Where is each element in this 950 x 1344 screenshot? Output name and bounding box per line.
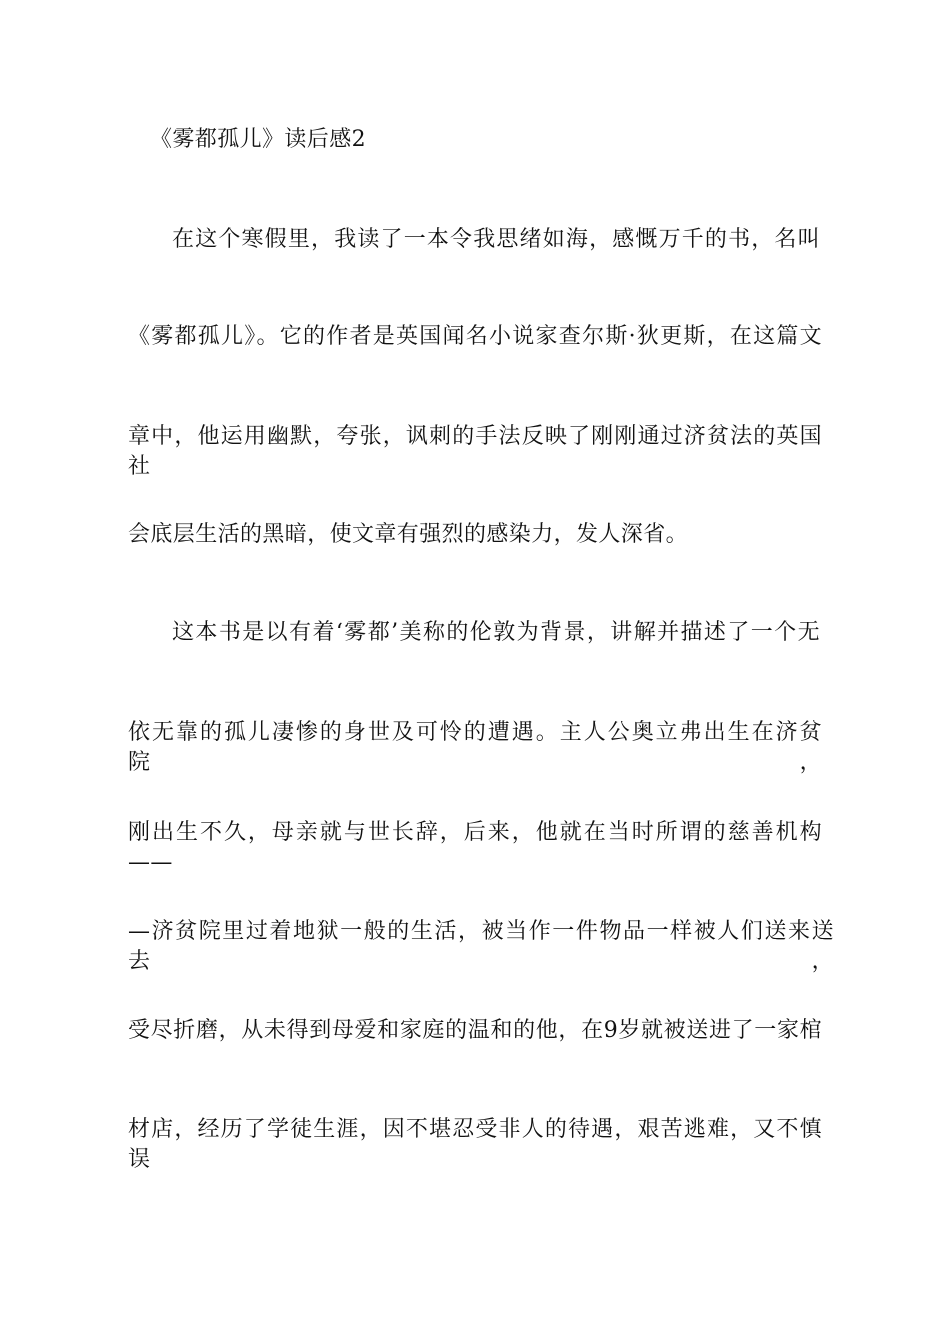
paragraph-line-7: 刚出生不久，母亲就与世长辞，后来，他就在当时所谓的慈善机构—— [128,820,822,875]
paragraph-line-8: —济贫院里过着地狱一般的生活，被当作一件物品一样被人们送来送去， [128,919,834,974]
paragraph-line-6: 依无靠的孤儿凄惨的身世及可怜的遭遇。主人公奥立弗出生在济贫院， [128,720,822,775]
paragraph-line-1: 在这个寒假里，我读了一本令我思绪如海，感慨万千的书，名叫 [172,227,820,252]
document-title: 《雾都孤儿》读后感2 [150,127,366,152]
paragraph-line-5: 这本书是以有着‘雾都’美称的伦敦为背景，讲解并描述了一个无 [172,620,820,645]
paragraph-line-2: 《雾都孤儿》。它的作者是英国闻名小说家查尔斯·狄更斯，在这篇文 [128,324,822,349]
paragraph-line-4: 会底层生活的黑暗，使文章有强烈的感染力，发人深省。 [128,522,689,547]
paragraph-line-10: 材店，经历了学徒生涯，因不堪忍受非人的待遇，艰苦逃难，又不慎误 [128,1117,822,1172]
paragraph-line-3: 章中，他运用幽默，夸张，讽刺的手法反映了刚刚通过济贫法的英国社 [128,424,822,479]
paragraph-line-9: 受尽折磨，从未得到母爱和家庭的温和的他，在9岁就被送进了一家棺 [128,1018,822,1043]
